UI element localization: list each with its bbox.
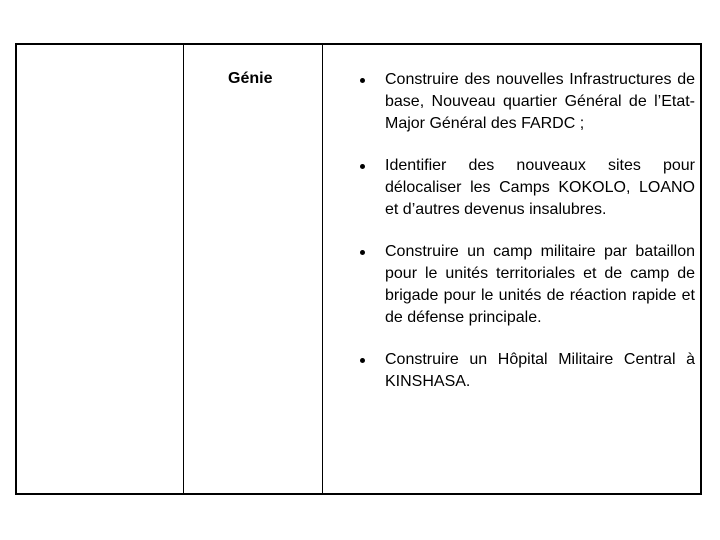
- list-item: [337, 349, 695, 393]
- bullet-icon: [360, 78, 365, 83]
- column-divider: [322, 45, 323, 493]
- list-item-text: Construire des nouvelles Infrastructures de base, Nouveau quartier Général de l’Etat-Major Général des FARDC ;: [385, 71, 695, 132]
- list-item: [337, 241, 695, 329]
- bullet-icon: [360, 358, 365, 363]
- list-item-text: Identifier des nouveaux sites pour délocaliser les Camps KOKOLO, LOANO et d’autres devenus insalubres.: [385, 157, 695, 218]
- table: [15, 43, 702, 495]
- bullet-icon: [360, 164, 365, 169]
- list-item-text: Construire un camp militaire par bataillon pour le unités territoriales et de camp de brigade pour le unités de réaction rapide et de défense principale.: [385, 243, 695, 326]
- bullet-icon: [360, 250, 365, 255]
- list-item: [337, 69, 695, 135]
- bullet-list: [337, 69, 695, 413]
- list-item-text: Construire un Hôpital Militaire Central à KINSHASA.: [385, 351, 695, 390]
- column-divider: [183, 45, 184, 493]
- row-label: Génie: [228, 70, 273, 87]
- list-item: [337, 155, 695, 221]
